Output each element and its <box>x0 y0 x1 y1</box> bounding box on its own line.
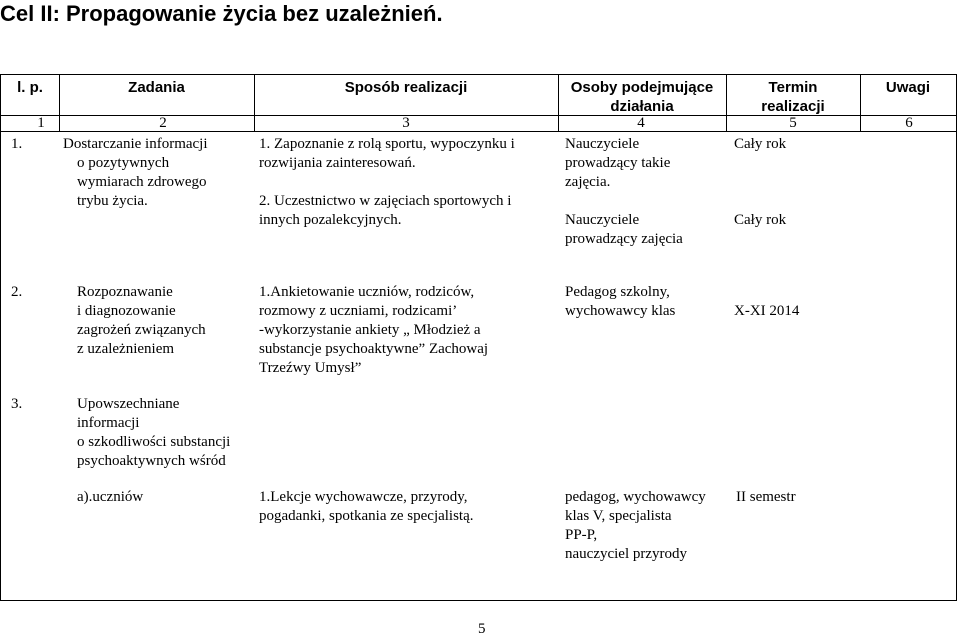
header-zadania: Zadania <box>128 79 185 96</box>
row-lp: 2. <box>11 284 23 300</box>
row-zadania-line: wymiarach zdrowego <box>77 174 207 190</box>
page-title: Cel II: Propagowanie życia bez uzależnień. <box>0 1 443 26</box>
header-osoby-line2: działania <box>610 98 674 115</box>
row-sposob-line: rozwijania zainteresowań. <box>259 155 416 171</box>
row-termin: II semestr <box>736 489 796 505</box>
plan-table <box>0 74 957 601</box>
row-osoby-line: Pedagog szkolny, <box>565 284 670 300</box>
row-osoby-line: prowadzący zajęcia <box>565 231 683 247</box>
column-number: 6 <box>905 115 913 131</box>
header-osoby-line1: Osoby podejmujące <box>570 79 714 96</box>
row-zadania-line: z uzależnieniem <box>77 341 175 357</box>
row-sposob-line: pogadanki, spotkania ze specjalistą. <box>259 508 474 524</box>
row-osoby-line: wychowawcy klas <box>565 303 676 319</box>
row-sposob-line: substancje psychoaktywne” Zachowaj <box>259 341 489 357</box>
row-sposob-line: 1.Ankietowanie uczniów, rodziców, <box>259 284 475 300</box>
row-zadania-line: zagrożeń związanych <box>77 322 206 338</box>
row-osoby-line: pedagog, wychowawcy <box>565 489 706 505</box>
row-lp: 3. <box>11 396 23 412</box>
header-uwagi: Uwagi <box>885 79 931 96</box>
row-zadania-line: Dostarczanie informacji <box>63 136 208 152</box>
row-zadania-line: informacji <box>77 415 140 431</box>
row-osoby-line: Nauczyciele <box>565 136 640 152</box>
row-osoby-line: Nauczyciele <box>565 212 640 228</box>
row-zadania-line: Upowszechniane <box>77 396 180 412</box>
row-zadania-line: Rozpoznawanie <box>77 284 173 300</box>
row-sposob-line: -wykorzystanie ankiety „ Młodzież a <box>259 322 481 338</box>
row-sposob-line: Trzeźwy Umysł” <box>259 360 362 376</box>
header-sposob: Sposób realizacji <box>344 79 468 96</box>
column-number: 3 <box>402 115 410 131</box>
row-termin: Cały rok <box>734 136 787 152</box>
row-sposob-line: innych pozalekcyjnych. <box>259 212 402 228</box>
row-osoby-line: PP-P, <box>565 527 598 543</box>
row-osoby-line: zajęcia. <box>565 174 611 190</box>
row-sposob-line: 2. Uczestnictwo w zajęciach sportowych i <box>259 193 512 209</box>
page-number: 5 <box>478 621 486 637</box>
row-osoby-line: prowadzący takie <box>565 155 671 171</box>
row-osoby-line: klas V, specjalista <box>565 508 672 524</box>
row-zadania-line: trybu życia. <box>77 193 148 209</box>
row-termin: Cały rok <box>734 212 787 228</box>
column-number: 5 <box>789 115 797 131</box>
row-zadania-line: psychoaktywnych wśród <box>77 453 226 469</box>
row-sposob-line: 1.Lekcje wychowawcze, przyrody, <box>259 489 468 505</box>
column-number: 2 <box>159 115 167 131</box>
row-zadania-line: a).uczniów <box>77 489 144 505</box>
header-termin-line1: Termin <box>768 79 818 96</box>
row-zadania-line: o szkodliwości substancji <box>77 434 231 450</box>
header-termin-line2: realizacji <box>761 98 825 115</box>
column-number: 4 <box>637 115 645 131</box>
row-sposob-line: 1. Zapoznanie z rolą sportu, wypoczynku i <box>259 136 515 152</box>
row-osoby-line: nauczyciel przyrody <box>565 546 688 562</box>
column-number: 1 <box>37 115 45 131</box>
header-lp: l. p. <box>17 79 43 96</box>
row-zadania-line: o pozytywnych <box>77 155 170 171</box>
row-lp: 1. <box>11 136 23 152</box>
row-sposob-line: rozmowy z uczniami, rodzicami’ <box>259 303 458 319</box>
row-zadania-line: i diagnozowanie <box>77 303 176 319</box>
row-termin: X-XI 2014 <box>734 303 800 319</box>
